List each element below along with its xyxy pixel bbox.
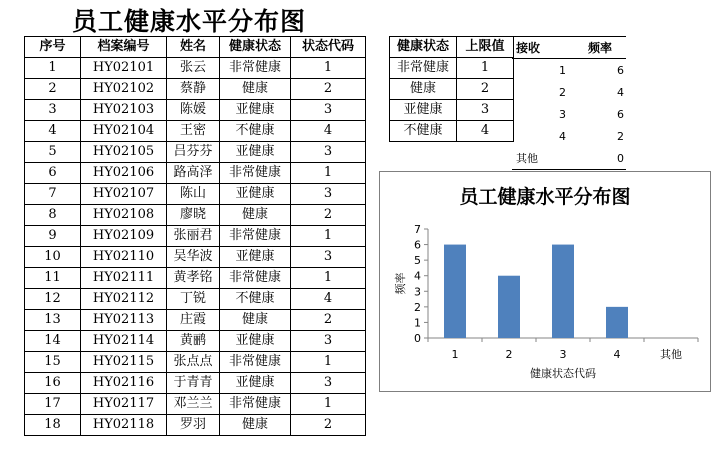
frequency-table [512, 36, 626, 170]
col-header-index: 序号 [25, 37, 81, 58]
table-row [25, 205, 366, 226]
cell-health-state: 健康 [220, 415, 291, 436]
cell-state-code: 2 [291, 415, 366, 436]
x-tick-label: 2 [505, 348, 513, 361]
bar-chart [380, 172, 710, 391]
table-row [25, 352, 366, 373]
limit-cell-state: 健康 [390, 79, 457, 100]
x-tick-label: 4 [613, 348, 621, 361]
bar [498, 276, 520, 338]
table-row [25, 310, 366, 331]
cell-state-code: 3 [291, 331, 366, 352]
cell-state-code: 2 [291, 79, 366, 100]
y-tick-label: 3 [414, 285, 421, 299]
frequency-bin: 1 [559, 63, 566, 77]
col-header-state-code: 状态代码 [291, 37, 366, 58]
cell-file-code: HY02107 [81, 184, 167, 205]
cell-health-state: 亚健康 [220, 184, 291, 205]
limit-row [390, 58, 514, 79]
limit-cell-state: 非常健康 [390, 58, 457, 79]
cell-file-code: HY02108 [81, 205, 167, 226]
x-axis-title: 健康状态代码 [530, 367, 596, 380]
table-row [25, 268, 366, 289]
cell-state-code: 3 [291, 247, 366, 268]
y-tick-label: 5 [414, 254, 421, 268]
frequency-bin: 2 [559, 85, 566, 99]
table-row [25, 184, 366, 205]
cell-file-code: HY02103 [81, 100, 167, 121]
cell-index: 10 [25, 247, 81, 268]
cell-file-code: HY02102 [81, 79, 167, 100]
cell-state-code: 1 [291, 226, 366, 247]
cell-health-state: 健康 [220, 310, 291, 331]
cell-health-state: 不健康 [220, 289, 291, 310]
cell-name: 陈山 [167, 184, 220, 205]
cell-health-state: 亚健康 [220, 100, 291, 121]
cell-index: 2 [25, 79, 81, 100]
cell-file-code: HY02106 [81, 163, 167, 184]
cell-health-state: 亚健康 [220, 247, 291, 268]
table-header-row [25, 37, 366, 58]
cell-name: 张点点 [167, 352, 220, 373]
cell-index: 1 [25, 58, 81, 79]
x-tick-label: 其他 [660, 348, 682, 361]
cell-index: 5 [25, 142, 81, 163]
cell-file-code: HY02111 [81, 268, 167, 289]
cell-file-code: HY02105 [81, 142, 167, 163]
cell-file-code: HY02118 [81, 415, 167, 436]
y-tick-label: 2 [414, 300, 421, 314]
frequency-header-row [512, 36, 626, 59]
x-tick-label: 3 [559, 348, 567, 361]
cell-state-code: 3 [291, 373, 366, 394]
cell-name: 丁锐 [167, 289, 220, 310]
limit-cell-state: 亚健康 [390, 100, 457, 121]
cell-name: 罗羽 [167, 415, 220, 436]
limit-cell-limit: 3 [457, 100, 514, 121]
cell-health-state: 非常健康 [220, 226, 291, 247]
cell-state-code: 1 [291, 352, 366, 373]
limit-cell-limit: 2 [457, 79, 514, 100]
table-row [25, 121, 366, 142]
cell-file-code: HY02116 [81, 373, 167, 394]
y-tick-label: 0 [414, 332, 421, 345]
cell-index: 13 [25, 310, 81, 331]
cell-index: 6 [25, 163, 81, 184]
cell-index: 4 [25, 121, 81, 142]
cell-state-code: 1 [291, 163, 366, 184]
table-row [25, 58, 366, 79]
limit-header-limit: 上限值 [457, 37, 514, 58]
cell-index: 7 [25, 184, 81, 205]
table-row [25, 79, 366, 100]
table-row [25, 142, 366, 163]
limit-cell-state: 不健康 [390, 121, 457, 142]
table-row [25, 247, 366, 268]
cell-file-code: HY02115 [81, 352, 167, 373]
frequency-bin: 3 [559, 107, 566, 121]
y-tick-label: 7 [414, 223, 421, 236]
cell-name: 庄霞 [167, 310, 220, 331]
bar [444, 245, 466, 338]
cell-state-code: 3 [291, 100, 366, 121]
table-row [25, 394, 366, 415]
cell-index: 17 [25, 394, 81, 415]
y-axis-title: 频率 [394, 272, 407, 295]
cell-health-state: 健康 [220, 205, 291, 226]
table-row [25, 415, 366, 436]
table-row [25, 373, 366, 394]
cell-name: 陈媛 [167, 100, 220, 121]
cell-health-state: 亚健康 [220, 331, 291, 352]
frequency-value: 6 [617, 63, 624, 77]
col-header-file-code: 档案编号 [81, 37, 167, 58]
cell-name: 黄孝铭 [167, 268, 220, 289]
frequency-row [512, 81, 626, 103]
cell-name: 王密 [167, 121, 220, 142]
table-row [25, 163, 366, 184]
cell-index: 11 [25, 268, 81, 289]
frequency-header-freq: 频率 [588, 41, 613, 55]
cell-health-state: 不健康 [220, 121, 291, 142]
cell-health-state: 亚健康 [220, 373, 291, 394]
frequency-bin: 其他 [516, 152, 538, 165]
col-header-health-state: 健康状态 [220, 37, 291, 58]
employee-health-table [24, 36, 366, 436]
cell-health-state: 非常健康 [220, 163, 291, 184]
cell-state-code: 2 [291, 310, 366, 331]
cell-name: 廖晓 [167, 205, 220, 226]
cell-state-code: 4 [291, 289, 366, 310]
cell-file-code: HY02104 [81, 121, 167, 142]
frequency-header-bin: 接收 [516, 41, 541, 55]
cell-state-code: 4 [291, 121, 366, 142]
cell-name: 邓兰兰 [167, 394, 220, 415]
frequency-value: 2 [617, 129, 624, 143]
frequency-row [512, 103, 626, 125]
limit-cell-limit: 4 [457, 121, 514, 142]
x-tick-label: 1 [451, 348, 459, 361]
cell-index: 12 [25, 289, 81, 310]
cell-file-code: HY02112 [81, 289, 167, 310]
cell-file-code: HY02117 [81, 394, 167, 415]
cell-index: 8 [25, 205, 81, 226]
cell-state-code: 2 [291, 205, 366, 226]
cell-file-code: HY02109 [81, 226, 167, 247]
cell-index: 16 [25, 373, 81, 394]
page-title: 员工健康水平分布图 [72, 7, 307, 36]
table-row [25, 100, 366, 121]
cell-state-code: 1 [291, 394, 366, 415]
frequency-row [512, 59, 626, 81]
cell-name: 黄鹂 [167, 331, 220, 352]
cell-file-code: HY02110 [81, 247, 167, 268]
cell-name: 吴华波 [167, 247, 220, 268]
frequency-value: 0 [617, 151, 624, 165]
y-tick-label: 6 [414, 238, 421, 252]
limit-header-state: 健康状态 [390, 37, 457, 58]
frequency-row [512, 147, 626, 170]
cell-health-state: 健康 [220, 79, 291, 100]
cell-name: 蔡静 [167, 79, 220, 100]
table-row [25, 226, 366, 247]
cell-name: 于青青 [167, 373, 220, 394]
cell-index: 15 [25, 352, 81, 373]
limit-header-row [390, 37, 514, 58]
chart-container [379, 171, 711, 392]
cell-state-code: 3 [291, 184, 366, 205]
cell-index: 3 [25, 100, 81, 121]
cell-index: 14 [25, 331, 81, 352]
cell-index: 18 [25, 415, 81, 436]
cell-state-code: 3 [291, 142, 366, 163]
col-header-name: 姓名 [167, 37, 220, 58]
bar [552, 245, 574, 338]
table-row [25, 331, 366, 352]
cell-health-state: 非常健康 [220, 58, 291, 79]
frequency-value: 6 [617, 107, 624, 121]
cell-name: 张云 [167, 58, 220, 79]
frequency-bin: 4 [559, 129, 566, 143]
cell-name: 吕芬芬 [167, 142, 220, 163]
cell-health-state: 非常健康 [220, 394, 291, 415]
bar [606, 307, 628, 338]
cell-file-code: HY02113 [81, 310, 167, 331]
cell-health-state: 亚健康 [220, 142, 291, 163]
y-tick-label: 4 [414, 269, 421, 283]
limit-cell-limit: 1 [457, 58, 514, 79]
cell-file-code: HY02114 [81, 331, 167, 352]
chart-title: 员工健康水平分布图 [459, 186, 631, 208]
cell-health-state: 非常健康 [220, 268, 291, 289]
cell-file-code: HY02101 [81, 58, 167, 79]
limit-row [390, 121, 514, 142]
table-row [25, 289, 366, 310]
limit-row [390, 79, 514, 100]
cell-index: 9 [25, 226, 81, 247]
limit-row [390, 100, 514, 121]
cell-name: 路高泽 [167, 163, 220, 184]
limit-table [389, 36, 514, 142]
frequency-row [512, 125, 626, 147]
cell-health-state: 非常健康 [220, 352, 291, 373]
cell-state-code: 1 [291, 58, 366, 79]
frequency-value: 4 [617, 85, 624, 99]
y-tick-label: 1 [414, 316, 421, 330]
cell-state-code: 1 [291, 268, 366, 289]
cell-name: 张丽君 [167, 226, 220, 247]
